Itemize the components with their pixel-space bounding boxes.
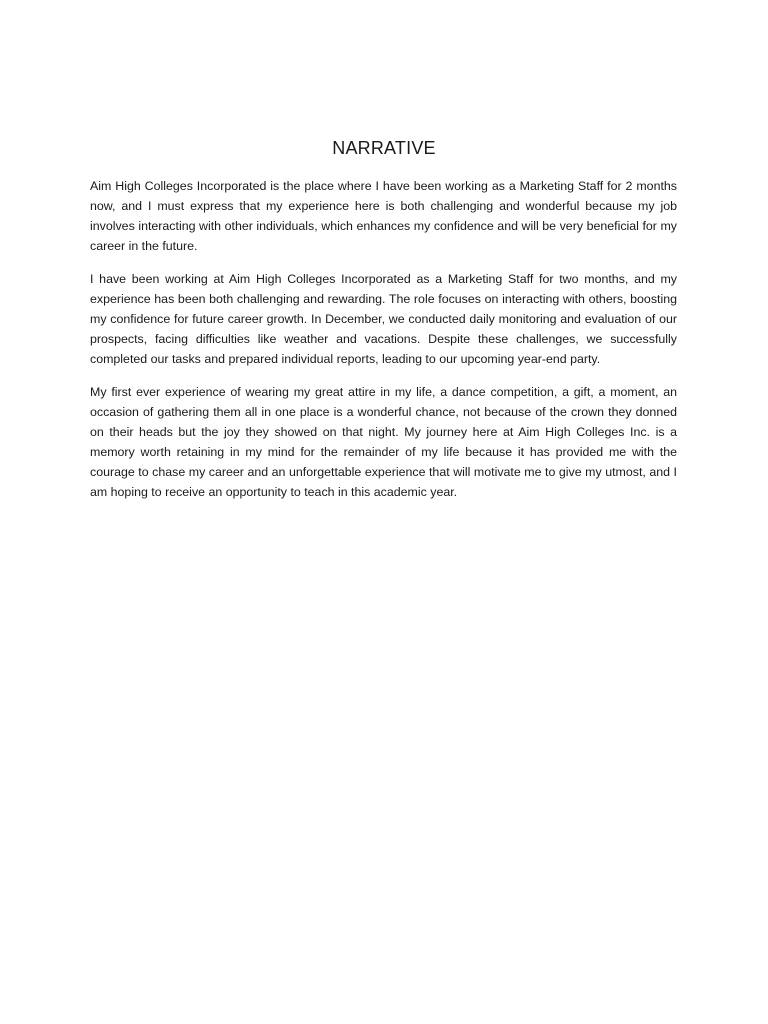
paragraph-2: I have been working at Aim High Colleges Incorporated as a Marketing Staff for two months, and my experience has been both challenging and rewarding. The role focuses on interacting with others, boosting my confidence for future career growth. In December, we conducted daily monitoring and evaluation of our prospects, facing difficulties like weather and vacations. Despite these challenges, we successfully completed our tasks and prepared individual reports, leading to our upcoming year-end party.: [90, 272, 677, 366]
document-body: [90, 176, 677, 515]
paragraph-3: My first ever experience of wearing my great attire in my life, a dance competition, a gift, a moment, an occasion of gathering them all in one place is a wonderful chance, not because of the crown they donned on their heads but the joy they showed on that night. My journey here at Aim High Colleges Inc. is a memory worth retaining in my mind for the remainder of my life because it has provided me with the courage to chase my career and an unforgettable experience that will motivate me to give my utmost, and I am hoping to receive an opportunity to teach in this academic year.: [90, 385, 677, 499]
paragraph-1: Aim High Colleges Incorporated is the place where I have been working as a Marketing Staff for 2 months now, and I must express that my experience here is both challenging and wonderful because my job involves interacting with other individuals, which enhances my confidence and will be very beneficial for my career in the future.: [90, 179, 677, 253]
page-title: NARRATIVE: [332, 138, 436, 158]
